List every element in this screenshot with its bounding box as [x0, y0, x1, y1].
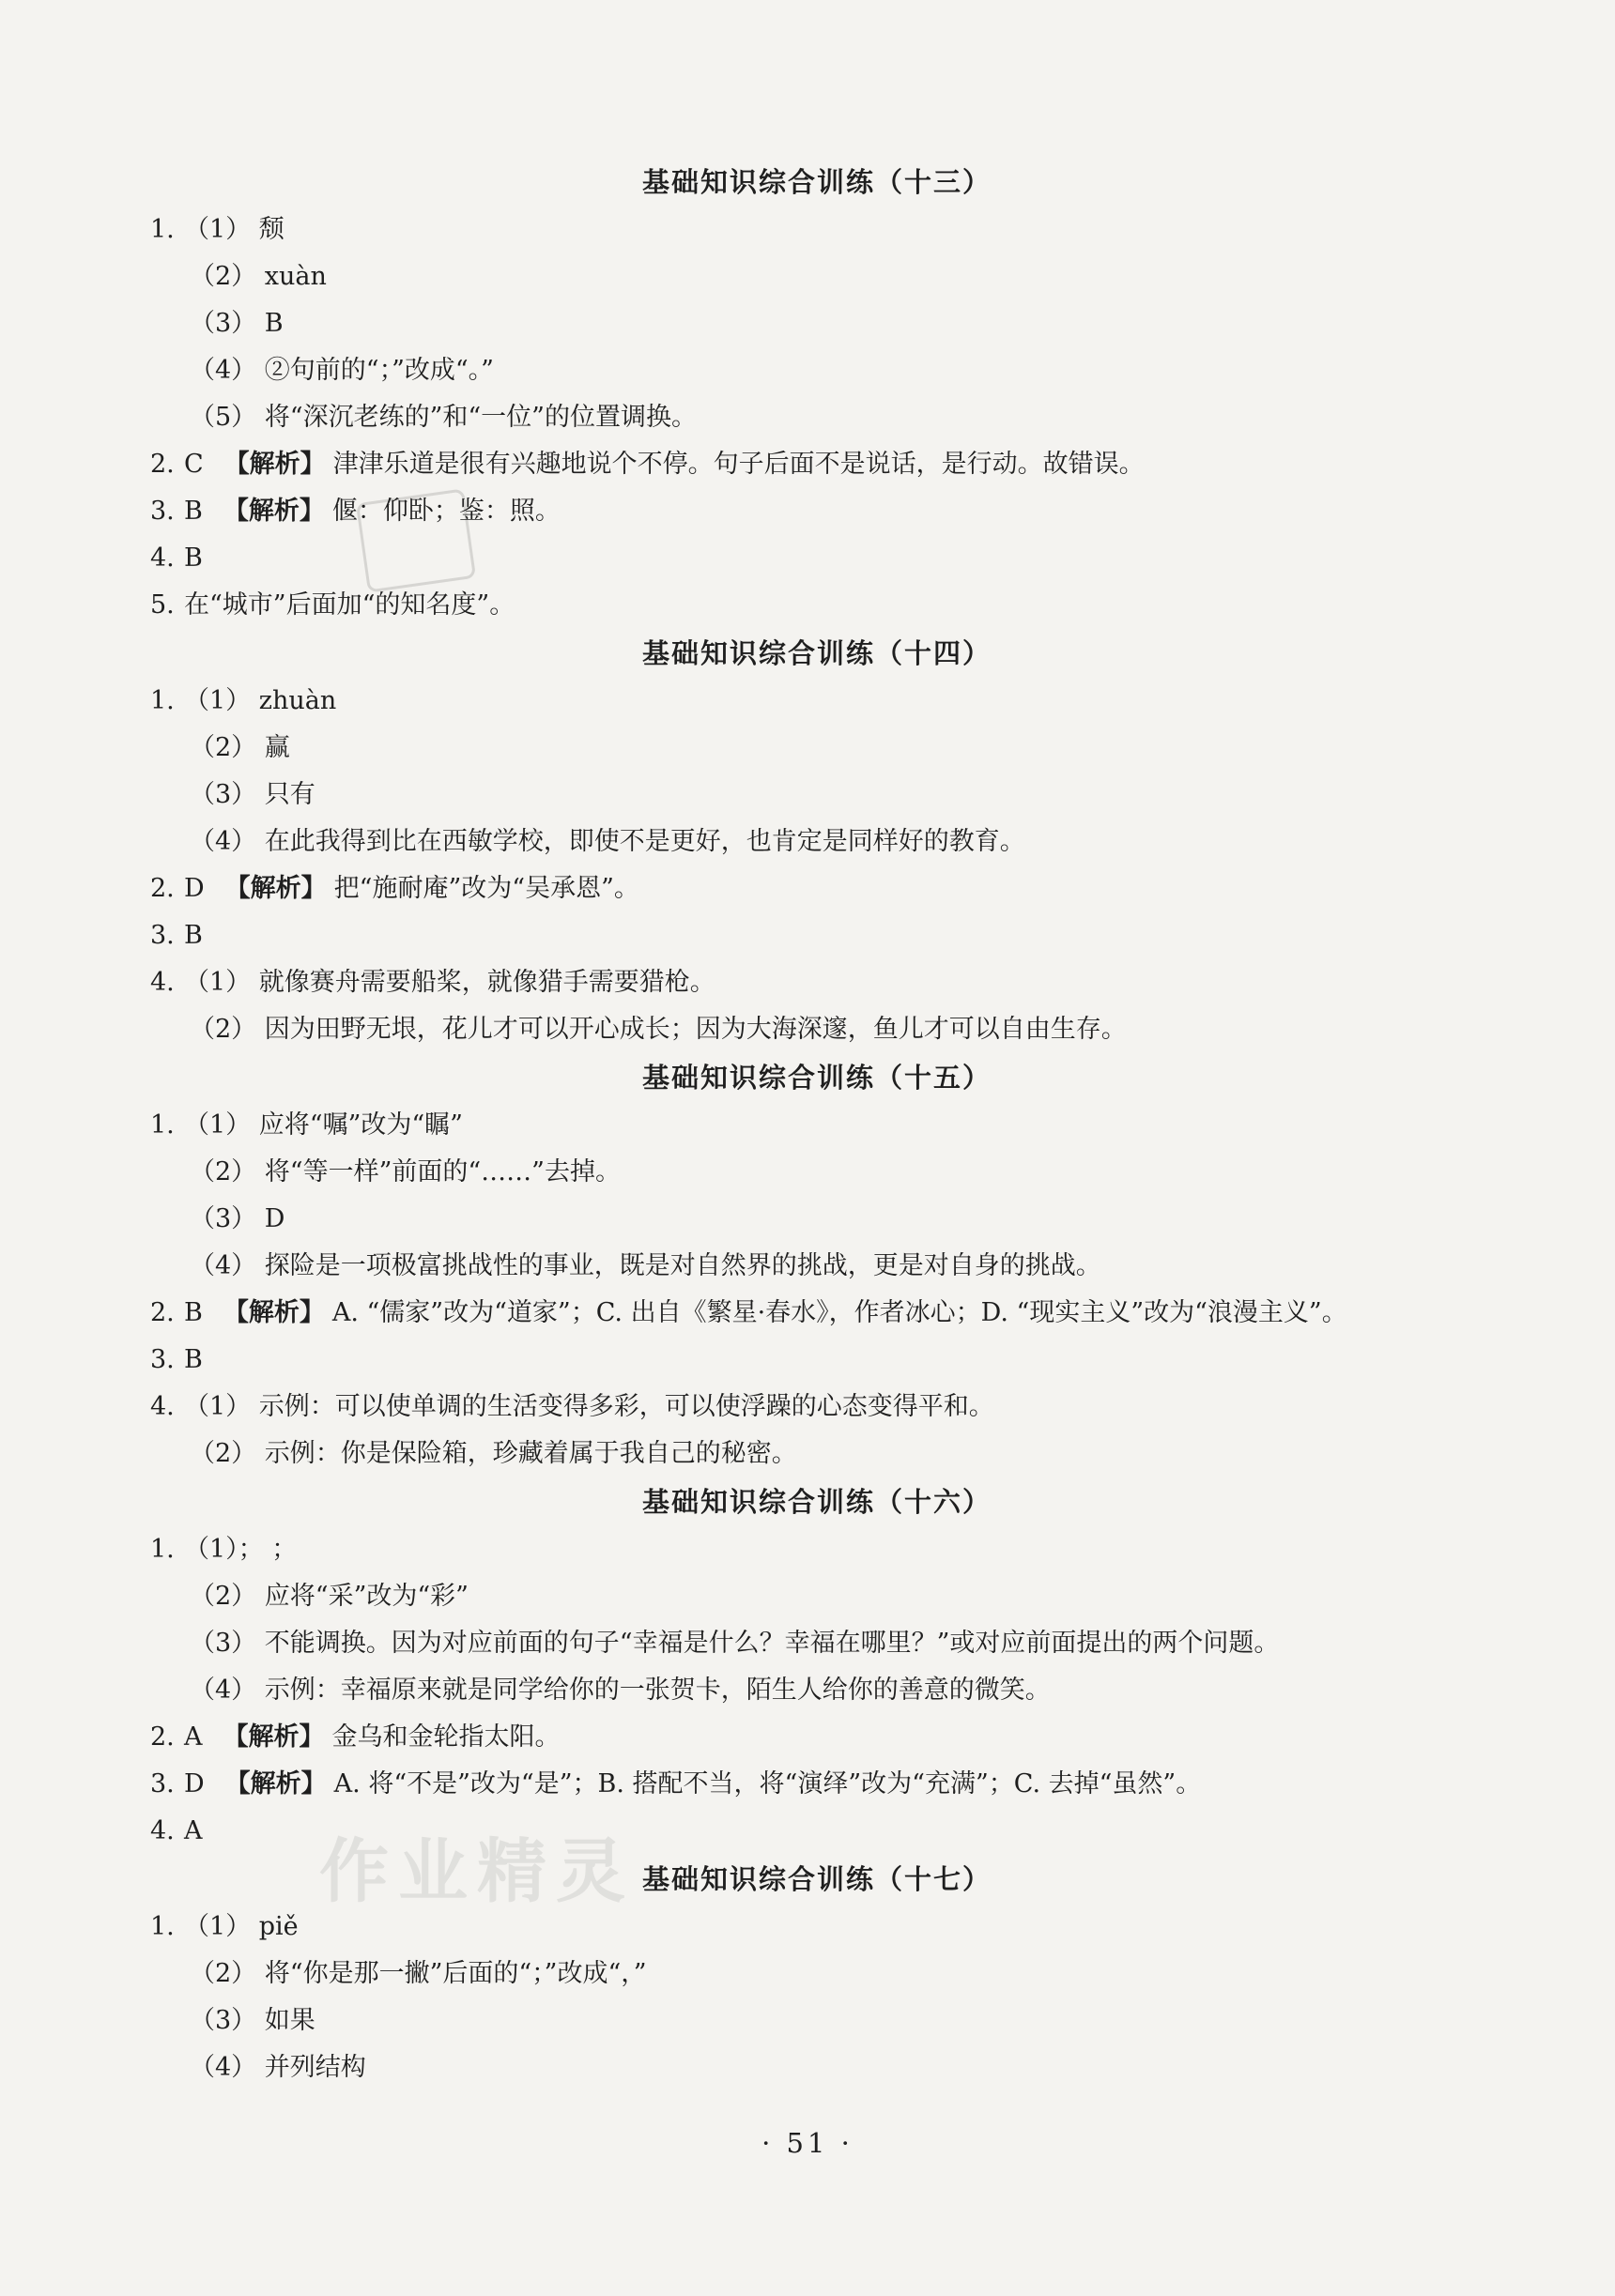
answer-text: （2） 示例：你是保险箱，珍藏着属于我自己的秘密。 — [190, 1439, 797, 1468]
answer-text: A — [184, 1722, 203, 1752]
answer-line — [150, 1243, 1484, 1290]
answer-line — [150, 441, 1484, 488]
answer-line — [150, 1196, 1484, 1243]
answer-line — [150, 725, 1484, 772]
analysis-text: 津津乐道是很有兴趣地说个不停。句子后面不是说话，是行动。故错误。 — [332, 450, 1145, 479]
analysis-text: A. 将“不是”改为“是”；B. 搭配不当，将“演绎”改为“充满”；C. 去掉“虽然”。 — [333, 1769, 1202, 1799]
answer-text: （4） ②句前的“；”改成“。” — [190, 356, 494, 385]
answer-line — [150, 819, 1484, 865]
question-number: 4. — [150, 968, 175, 997]
section-title: 基础知识综合训练（十三） — [641, 166, 992, 198]
answer-text: （4） 并列结构 — [190, 2053, 366, 2082]
answer-line — [150, 1620, 1484, 1667]
answer-line — [150, 1102, 1484, 1149]
answer-text: （1） zhuàn — [184, 686, 337, 715]
analysis-tag: 【解析】 — [223, 1298, 325, 1327]
answer-text: （2） 应将“采”改为“彩” — [190, 1582, 469, 1611]
answer-line — [150, 1149, 1484, 1196]
analysis-text: A. “儒家”改为“道家”；C. 出自《繁星·春水》，作者冰心；D. “现实主义”改为“浪漫主义”。 — [331, 1298, 1347, 1327]
answer-line — [150, 300, 1484, 347]
question-number: 1. — [150, 1110, 175, 1140]
answer-text: （3） 如果 — [190, 2006, 315, 2035]
answer-line — [150, 772, 1484, 819]
answer-line — [150, 394, 1484, 441]
question-number: 2. — [150, 874, 175, 903]
answer-text: （5） 将“深沉老练的”和“一位”的位置调换。 — [190, 403, 697, 432]
answer-line — [150, 912, 1484, 959]
answer-text: （3） 只有 — [190, 780, 315, 809]
question-number: 1. — [150, 1535, 175, 1564]
analysis-tag: 【解析】 — [224, 874, 327, 903]
answer-line — [150, 1337, 1484, 1384]
answer-text: （1） 就像赛舟需要船桨，就像猎手需要猎枪。 — [184, 968, 715, 997]
answer-text: （1） 应将“嘱”改为“瞩” — [184, 1110, 463, 1140]
answer-text: （4） 示例：幸福原来就是同学给你的一张贺卡，陌生人给你的善意的微笑。 — [190, 1676, 1051, 1705]
analysis-text: 金乌和金轮指太阳。 — [331, 1722, 561, 1752]
answer-line — [150, 488, 1484, 535]
answer-line — [150, 1761, 1484, 1808]
analysis-tag: 【解析】 — [223, 1722, 325, 1752]
answer-text: D — [184, 1769, 205, 1799]
answer-line — [150, 1667, 1484, 1714]
answer-line — [150, 1290, 1484, 1337]
answer-text: D — [184, 874, 205, 903]
analysis-tag: 【解析】 — [224, 1769, 327, 1799]
answer-line — [150, 1384, 1484, 1431]
answer-line — [150, 207, 1484, 253]
answer-text: （2） 将“你是那一撇”后面的“；”改成“，” — [190, 1959, 647, 1988]
answer-line — [150, 959, 1484, 1006]
answer-line — [150, 347, 1484, 394]
answer-text: （1）； ； — [184, 1535, 298, 1564]
answer-text: B — [184, 921, 203, 950]
answer-text: C — [184, 450, 204, 479]
answer-line — [150, 1714, 1484, 1761]
question-number: 1. — [150, 1912, 175, 1941]
answer-line — [150, 678, 1484, 725]
question-number: 5. — [150, 590, 175, 620]
answer-text: （2） xuàn — [190, 262, 327, 291]
section-title: 基础知识综合训练（十四） — [641, 637, 992, 669]
answer-text: A — [184, 1816, 203, 1845]
question-number: 4. — [150, 1392, 175, 1421]
answer-line — [150, 1998, 1484, 2044]
answer-line — [150, 1573, 1484, 1620]
analysis-tag: 【解析】 — [223, 497, 325, 526]
answer-text: （2） 将“等一样”前面的“……”去掉。 — [190, 1157, 621, 1186]
section-title: 基础知识综合训练（十七） — [641, 1863, 992, 1895]
question-number: 2. — [150, 1298, 175, 1327]
analysis-text: 把“施耐庵”改为“吴承恩”。 — [333, 874, 639, 903]
question-number: 1. — [150, 215, 175, 244]
answer-text: （2） 赢 — [190, 733, 290, 762]
answer-text: 在“城市”后面加“的知名度”。 — [184, 590, 515, 620]
answer-text: （2） 因为田野无垠，花儿才可以开心成长；因为大海深邃，鱼儿才可以自由生存。 — [190, 1015, 1127, 1044]
answer-line — [150, 1904, 1484, 1951]
question-number: 3. — [150, 497, 175, 526]
answer-text: B — [184, 1298, 203, 1327]
answer-line — [150, 1951, 1484, 1998]
section-title: 基础知识综合训练（十六） — [641, 1486, 992, 1518]
section-title: 基础知识综合训练（十五） — [641, 1062, 992, 1094]
answer-text: （1） 示例：可以使单调的生活变得多彩，可以使浮躁的心态变得平和。 — [184, 1392, 994, 1421]
analysis-tag: 【解析】 — [223, 450, 326, 479]
answer-text: （1） piě — [184, 1912, 299, 1941]
answer-line — [150, 535, 1484, 582]
watermark: 作业精灵 — [319, 1831, 635, 1912]
question-number: 4. — [150, 1816, 175, 1845]
answer-text: （3） B — [190, 309, 284, 338]
answer-text: （4） 在此我得到比在西敏学校，即使不是更好，也肯定是同样好的教育。 — [190, 827, 1025, 856]
answer-line — [150, 1808, 1484, 1855]
question-number: 2. — [150, 450, 175, 479]
answer-line — [150, 582, 1484, 629]
answer-text: B — [184, 497, 203, 526]
answer-content — [150, 158, 1484, 2091]
answer-line — [150, 2044, 1484, 2091]
question-number: 4. — [150, 543, 175, 573]
answer-text: （3） D — [190, 1204, 285, 1233]
analysis-text: 偃：仰卧；鉴：照。 — [331, 497, 561, 526]
question-number: 1. — [150, 686, 175, 715]
answer-line — [150, 865, 1484, 912]
answer-line — [150, 1526, 1484, 1573]
answer-line — [150, 1006, 1484, 1053]
answer-text: B — [184, 543, 203, 573]
answer-text: （3） 不能调换。因为对应前面的句子“幸福是什么？幸福在哪里？”或对应前面提出的两个问题。 — [190, 1629, 1280, 1658]
answer-line — [150, 253, 1484, 300]
question-number: 3. — [150, 1345, 175, 1374]
question-number: 3. — [150, 921, 175, 950]
page-number: · 51 · — [761, 2127, 854, 2159]
answer-line — [150, 1431, 1484, 1477]
answer-text: （1） 颓 — [184, 215, 285, 244]
question-number: 3. — [150, 1769, 175, 1799]
question-number: 2. — [150, 1722, 175, 1752]
answer-text: （4） 探险是一项极富挑战性的事业，既是对自然界的挑战，更是对自身的挑战。 — [190, 1251, 1101, 1280]
answer-text: B — [184, 1345, 203, 1374]
